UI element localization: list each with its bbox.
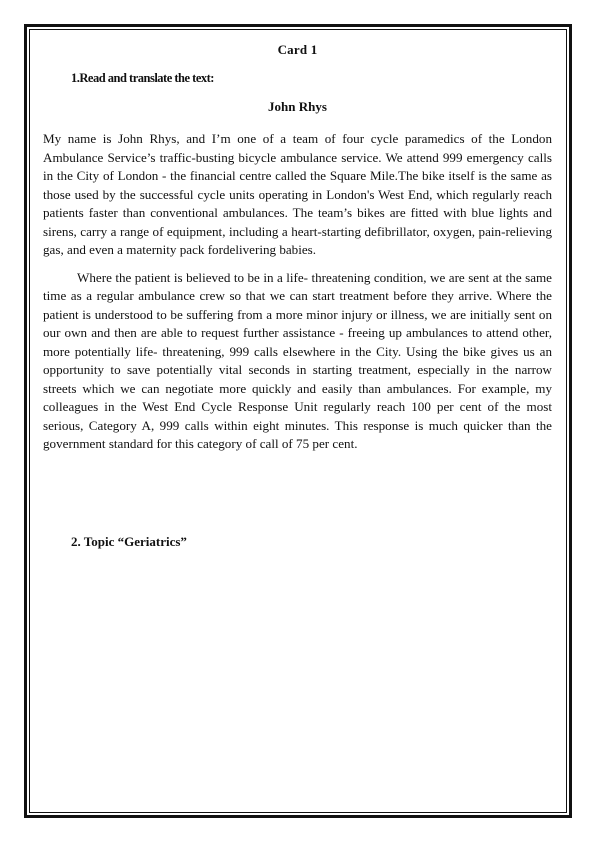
- paragraph-1: My name is John Rhys, and I’m one of a team of four cycle paramedics of the London Ambulance Service’s traffic-busting bicycle ambulance service. We attend 999 emergency calls in the City of London - the financial centre called the Square Mile.The bike itself is the same as those used by the successful cycle units operating in London's West End, which regularly reach patients faster than conventional ambulances. The team’s bikes are fitted with blue lights and sirens, carry a range of equipment, including a heart-starting defibrillator, oxygen, pain-relieving gas, and even a maternity pack fordelivering babies.: [43, 131, 552, 257]
- topic-heading: 2. Topic “Geriatrics”: [71, 533, 187, 549]
- card-title: Card 1: [277, 42, 318, 57]
- text-title: John Rhys: [268, 99, 327, 114]
- paragraph-2: Where the patient is believed to be in a life- threatening condition, we are sent at the same time as a regular ambulance crew so that we can start treatment before they arrive. Where the patient is understood to be suffering from a more minor injury or illness, we are initially sent on our own and then are able to request further assistance - freeing up ambulances to attend other, more potentially life- threatening, 999 calls elsewhere in the City. Using the bike gives us an opportunity to save potentially vital seconds in starting treatment, especially in the narrow streets which we can negotiate more quickly and easily than ambulances. For example, my colleagues in the West End Cycle Response Unit regularly reach 100 per cent of the most serious, Category A, 999 calls within eight minutes. This response is much quicker than the government standard for this category of call of 75 per cent.: [43, 269, 552, 451]
- card-content: [43, 42, 552, 550]
- task-instruction: 1.Read and translate the text:: [71, 71, 214, 85]
